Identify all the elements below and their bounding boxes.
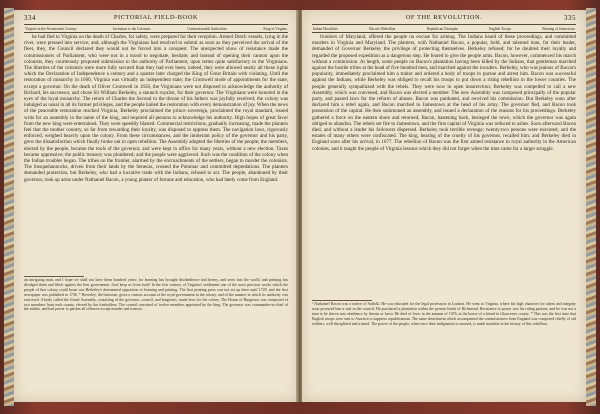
marginal-head: Virginia in the Seventeenth Century	[25, 26, 77, 31]
footnote-rule	[312, 300, 372, 301]
footnote: an intriguing man, and I hope we shall not have them hundred years; for learning has brought disobedience and heresy, and sects into the world, and printing has divulged them and libels against the best government. God keep us from both! In the first century of Virginia's settlement one of the most precious works which the people of that colony could boast was Berkeley's determined opposition to learning and printing. The first printing press was not set up there until 1729, and the first newspaper was published in 1736. * Beverley, the historian, gives a curious account of the royal government in the colony, and of the manner in which its authority was exercised. A body called the Grand Assembly, consisting of the governor, council, and burgesses, made laws for the colony. The House of Burgesses was composed of two members from each county, elected by the freeholders. The council consisted of twelve members appointed by the king. The governor was commander-in-chief of the militia, and had power to pardon all offences except murder and treason.	[24, 278, 288, 312]
right-body-text	[312, 34, 576, 152]
left-marginal-heads	[24, 24, 288, 33]
marbled-edge-left	[4, 8, 14, 406]
left-page	[14, 10, 298, 402]
marginal-head: Bacon's Rebellion	[369, 26, 396, 31]
left-body-text	[24, 34, 288, 183]
footnote: ¹ Nathaniel Bacon was a native of Suffolk. He was educated for the legal profession in London. He went to Virginia, where his high character for talent and integrity soon procured him a seat in the council. He purchased a plantation within the present limits of Richmond. Resistance to power was his ruling passion, and he was not a man to be driven into obedience by threats or favor. He died of fever in the autumn of 1676, at the house of a friend in Gloucester county. * This was the first time that English troops were sent to America to suppress republicanism. The same detachment which accompanied the commissioners from England was composed chiefly of old soldiers, well disciplined and trained. The power of the people, when once their indignation is aroused, is made manifest in the history of this rebellion.	[312, 302, 576, 326]
right-page	[302, 10, 586, 402]
marbled-edge-right	[586, 8, 596, 406]
marginal-head: English Troops	[489, 26, 512, 31]
body-paragraph: frontiers of Maryland, offered the people no excuse for arming. The Indians heard of these proceedings, and committed murders in Virginia and Maryland. The planters, with Nathaniel Bacon, a popular, bold, and talented man, for their leader, demanded of Governor Berkeley the privilege of protecting themselves. Berkeley refused; for he doubted their loyalty and regarded the proposed expedition as a dangerous step. He feared to give the people arms. Bacon, however, commenced his march without a commission. At length, some people on Bacon's plantation having been killed by the Indians, that gentleman marched against the hostile tribes at the head of five hundred men, and marched against the invaders. Berkeley, who was jealous of Bacon's popularity, immediately proclaimed him a traitor and ordered a body of troops to pursue and arrest him. Bacon was successful against the Indians, while Berkeley was obliged to recall his troops to put down a rising rebellion in the lower counties. The people generally sympathized with the rebels. They were now in open insurrection; Berkeley was compelled to call a new Assembly, which was convened, and Bacon was elected a member. The new Assembly was composed principally of the popular party, and passed laws for the reform of abuses. Bacon was pardoned, and received his commission. But Berkeley soon after declared him a rebel again, and Bacon marched to Jamestown at the head of his army. The governor fled, and Bacon took possession of the capital. He then summoned an assembly, and issued a declaration of the reasons for his proceedings. Berkeley gathered a force on the eastern shore and returned; Bacon, hastening back, besieged the town, which the governor was again obliged to abandon. The rebels set fire to Jamestown, and the first capital of Virginia was reduced to ashes. Soon afterward Bacon died, and without a leader his followers dispersed. Berkeley took terrible revenge; twenty-two persons were executed, and the estates of many others were confiscated. The king, hearing of the cruelty of his governor, recalled him; and Berkeley died in England soon after his arrival, in 1677. The rebellion of Bacon was the first armed resistance to royal authority in the American colonies, and it taught the people of Virginia lessons which they did not forget when the time came for a larger struggle.	[312, 34, 576, 152]
marginal-head: Invitation to the Colonists	[113, 26, 151, 31]
marginal-head: Republican Triumphs	[426, 26, 458, 31]
left-running-head	[24, 14, 288, 24]
right-running-head	[312, 14, 576, 24]
right-running-title: OF THE REVOLUTION.	[405, 14, 483, 21]
marginal-head: Commonwealth Authorities	[187, 26, 227, 31]
right-page-number: 335	[564, 14, 576, 22]
marginal-head: Burning of Jamestown	[542, 26, 575, 31]
right-marginal-heads	[312, 24, 576, 33]
left-page-number: 334	[24, 14, 36, 22]
footnote-rule	[24, 276, 84, 277]
body-paragraph: he had fled to Virginia on the death of Charles, for safety, were prepared for their reception. Armed Dutch vessels, lying in the river, were pressed into service; and, although the Virginians had resolved to submit as soon as they perceived the arrival of the fleet, they, the Council declared they would not be forced into a conquest. The unexpected show of resistance made the commissioners of Parliament, who were not in a mood to negotiate, hesitate; and instead of opening their cannon upon the colonists, they courteously proposed submission to the authority of Parliament, upon terms quite satisfactory to the Virginians. The liberties of the colonists were more fully secured than they had ever been; indeed, they were allowed nearly all those rights which the Declaration of Independence a century and a quarter later charged the King of Great Britain with violating. Until the restoration of monarchy in 1660, Virginia was virtually an independent state; the Cromwell mode of appointments for the state, except a governor. On the death of Oliver Cromwell in 1658, the Virginians were not disposed to acknowledge the authority of Richard, his successor, and chose Sir William Berkeley, a staunch royalist, for their governor. The Virginians were honored in the eyes of the loyal monarchy. The return of Charles the Second to the throne of his fathers was joyfully received; the colony was indulged as usual in all its former privileges, and the people hailed the restoration with every demonstration of joy. When the news of the peaceable restoration reached Virginia, Berkeley proclaimed the prince sovereign, proclaimed the royal standard, issued writs for an assembly in the name of the king, and required all persons to acknowledge his authority. High hopes of great favor from the new king were entertained. They were speedily blasted. Commercial restrictions, gradually increasing, made the planters feel that the mother country, so far from rewarding their loyalty, was disposed to oppress them. The navigation laws, rigorously enforced, weighed heavily upon the colony. From these circumstances, and the intolerant policy of the governor and his party, grew the dissatisfaction which finally broke out in open rebellion. The Assembly adopted the liberties of the people; the members, elected by the people, became the tools of the governor, and were kept in office for many years, without a new election. Taxes became oppressive; the public treasury was plundered; and the people were aggrieved. Such was the condition of the colony when the Indian troubles began. The tribes on the frontier, alarmed by the encroachments of the settlers, began to murder the colonists. The Susquehannocks, driven from their lands by the Senecas, crossed the Potomac and committed depredations. The planters demanded protection, but Berkeley, who had a lucrative trade with the Indians, refused to act. The people, abandoned by their governor, took up arms under Nathaniel Bacon, a young planter of fortune and education, who had lately come from England.	[24, 34, 288, 183]
right-footnotes	[312, 302, 576, 327]
left-running-title: PICTORIAL FIELD-BOOK	[113, 14, 199, 21]
marginal-head: King of Virginia	[263, 26, 287, 31]
left-footnotes	[24, 278, 288, 312]
marginal-head: Indian Hostilities	[313, 26, 338, 31]
